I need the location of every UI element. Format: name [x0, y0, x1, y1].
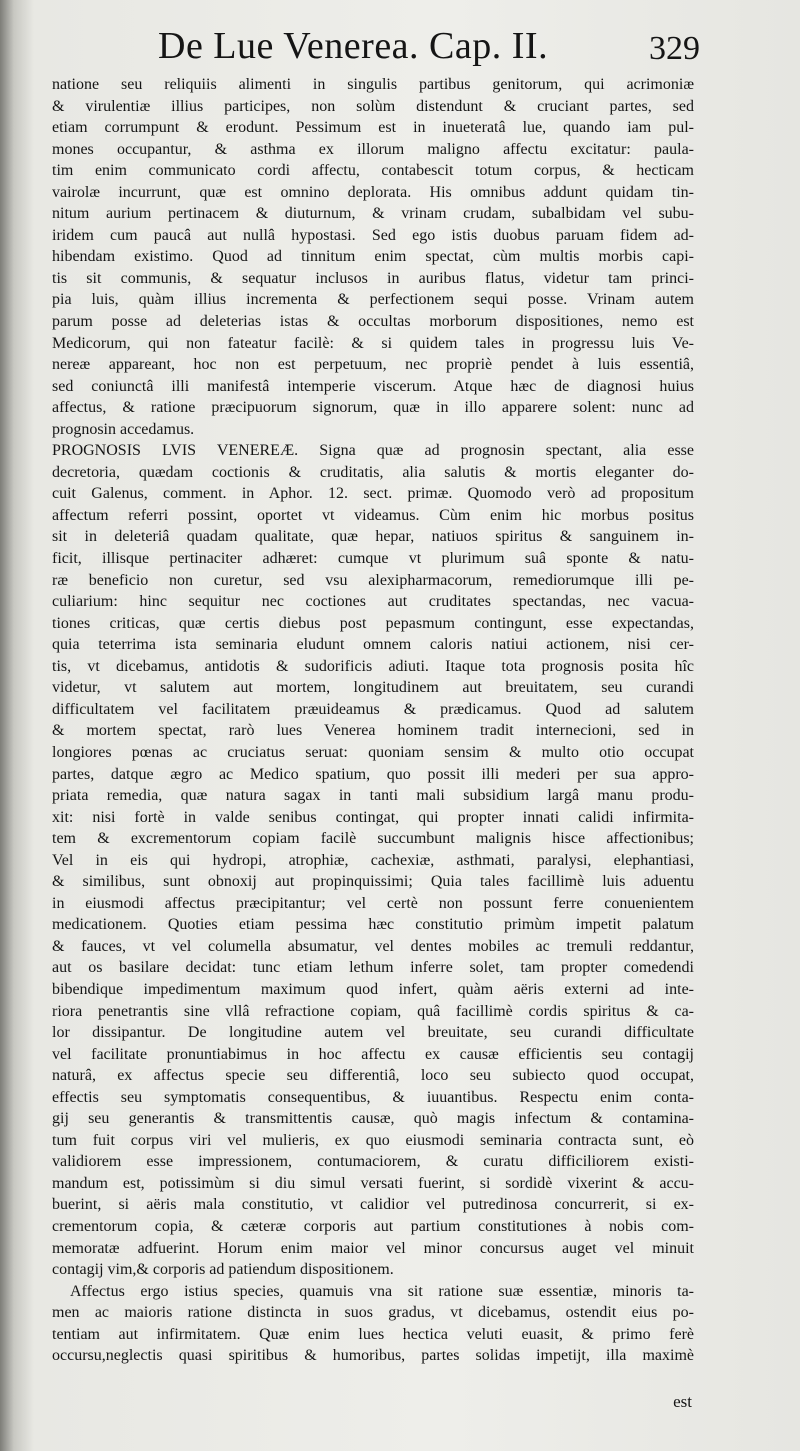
text-line: naturâ, ex affectus specie seu differentiâ, loco seu subiecto quod occupat,	[52, 1067, 694, 1085]
text-line: tem & excrementorum copiam facilè succumbunt malignis hisce affectionibus;	[52, 830, 694, 848]
page-number: 329	[649, 30, 700, 67]
running-head: De Lue Venerea. Cap. II.	[158, 25, 549, 67]
text-line: riora penetrantis sine vllâ refractione copiam, quâ facillimè cordis spiritus & ca-	[52, 1002, 694, 1020]
text-line: validiorem esse impressionem, contumaciorem, & curatu difficiliorem existi-	[52, 1153, 694, 1171]
text-line: difficultatem vel facilitatem præuideamus & prædicamus. Quod ad salutem	[52, 700, 694, 718]
text-line: medicationem. Quoties etiam pessima hæc constitutio primùm impetit palatum	[52, 916, 694, 934]
text-line: sed coniunctâ illi manifestâ intemperie viscerum. Atque hæc de diagnosi huius	[52, 377, 694, 395]
text-line: Vel in eis qui hydropi, atrophiæ, cachexiæ, asthmati, paralysi, elephantiasi,	[52, 851, 694, 869]
catchword: est	[673, 1392, 692, 1411]
text-line: ræ beneficio non curetur, sed vsu alexipharmacorum, remediorumque illi pe-	[52, 571, 694, 589]
text-line: sit in deleteriâ quadam qualitate, quæ hepar, natiuos spiritus & sanguinem in-	[52, 528, 694, 546]
text-line: pia luis, quàm illius incrementa & perfectionem sequi posse. Vrinam autem	[52, 291, 694, 309]
text-line: memoratæ adfuerint. Horum enim maior vel minor concursus auget vel minuit	[52, 1239, 694, 1257]
text-line: mandum est, potissimùm si diu simul versati fuerint, si sordidè vixerint & accu-	[52, 1174, 694, 1192]
body-text	[52, 74, 694, 1367]
text-line: aut os basilare decidat: tunc etiam lethum inferre solet, tam propter comedendi	[52, 959, 694, 977]
text-line: parum posse ad deleterias istas & occultas morborum dispositiones, nemo est	[52, 313, 694, 331]
text-line: partes, datque ægro ac Medico spatium, quo possit illi mederi per sua appro-	[52, 765, 694, 783]
text-line: videtur, vt salutem aut mortem, longitudinem aut breuitatem, seu curandi	[52, 679, 694, 697]
text-line: decretoria, quædam coctionis & cruditatis, alia salutis & mortis eleganter do-	[52, 463, 694, 481]
text-line: bibendique impedimentum maximum quod infert, quàm aëris externi ad inte-	[52, 980, 694, 998]
text-line: & mortem spectat, rarò lues Venerea hominem tradit internecioni, sed in	[52, 722, 694, 740]
text-line: etiam corrumpunt & erodunt. Pessimum est in inueteratâ lue, quando iam pul-	[52, 119, 694, 137]
text-line: iridem cum paucâ aut nullâ hypostasi. Sed ego istis duobus paruam fidem ad-	[52, 226, 694, 244]
text-line: tis sit communis, & sequatur inclusos in auribus flatus, videtur tam princi-	[52, 269, 694, 287]
text-line: vairolæ incurrunt, quæ est omnino deplorata. His omnibus addunt quidam tin-	[52, 183, 694, 201]
text-line: lor dissipantur. De longitudine autem vel breuitate, seu curandi difficultate	[52, 1024, 694, 1042]
text-line: tiones criticas, quæ certis diebus post pepasmum contingunt, esse expectandas,	[52, 614, 694, 632]
text-line: nitum aurium pertinacem & diuturnum, & vrinam crudam, subalbidam vel subu-	[52, 205, 694, 223]
text-line: & virulentiæ illius participes, non solùm distendunt & cruciant partes, sed	[52, 97, 694, 115]
text-line: ficit, illisque pertinaciter adhæret: cumque vt plurimum suâ sponte & natu-	[52, 550, 694, 568]
text-line: mones occupantur, & asthma ex illorum maligno affectu excitatur: paula-	[52, 140, 694, 158]
text-line: longiores pœnas ac cruciatus seruat: quoniam sensim & multo otio occupat	[52, 743, 694, 761]
text-line: tentiam aut infirmitatem. Quæ enim lues hectica veluti euasit, & primo ferè	[52, 1325, 694, 1343]
text-line: affectus, & ratione præcipuorum signorum, quæ in illo apparere solent: nunc ad	[52, 399, 694, 417]
text-line: vel facilitate pronuntiabimus in hoc affectu ex causæ efficientis seu contagij	[52, 1045, 694, 1063]
text-line: tim enim communicato cordi affectu, contabescit totum corpus, & hecticam	[52, 162, 694, 180]
text-line: Affectus ergo istius species, quamuis vna sit ratione suæ essentiæ, minoris ta-	[70, 1282, 694, 1300]
page-header	[0, 12, 800, 72]
text-line: natione seu reliquiis alimenti in singulis partibus genitorum, qui acrimoniæ	[52, 76, 694, 93]
text-line: prognosin accedamus.	[52, 420, 195, 438]
text-line: & fauces, vt vel columella absumatur, vel dentes mobiles ac tremuli reddantur,	[52, 937, 694, 955]
text-line: occursu,neglectis quasi spiritibus & humoribus, partes solidas impetijt, illa maximè	[52, 1347, 694, 1365]
text-line: tum fuit corpus viri vel mulieris, ex quo eiusmodi seminaria contracta sunt, eò	[52, 1131, 694, 1149]
text-line: affectum referri possint, oportet vt videamus. Cùm enim hic morbus positus	[52, 506, 694, 524]
text-line: xit: nisi fortè in valde senibus contingat, qui propter innati calidi infirmita-	[52, 808, 694, 826]
text-line: quia teterrima ista seminaria eludunt omnem caloris natiui actionem, nisi cer-	[52, 636, 694, 654]
text-line: PROGNOSIS LVIS VENEREÆ. Signa quæ ad prognosin spectant, alia esse	[52, 442, 694, 460]
text-line: buerint, si aëris mala constitutio, vt calidior vel putredinosa concurrerit, si ex-	[52, 1196, 694, 1214]
text-line: culiarium: hinc sequitur nec coctiones aut cruditates spectandas, nec vacua-	[52, 593, 694, 611]
text-line: nereæ appareant, hoc non est perpetuum, nec propriè pendet à luis essentiâ,	[52, 356, 694, 374]
text-line: gij seu generantis & transmittentis causæ, quò magis infectum & contamina-	[52, 1110, 694, 1128]
text-line: men ac maioris ratione distincta in suos gradus, vt dicebamus, ostendit eius po-	[52, 1304, 694, 1322]
text-line: & similibus, sunt obnoxij aut propinquissimi; Quia tales facillimè luis aduentu	[52, 873, 694, 891]
text-line: contagij vim,& corporis ad patiendum dispositionem.	[52, 1261, 394, 1279]
text-line: hibendam existimo. Quod ad tinnitum enim spectat, cùm multis morbis capi-	[52, 248, 694, 266]
text-line: priata remedia, quæ natura sagax in tanti mali subsidium largâ manu produ-	[52, 787, 694, 805]
text-line: effectis seu symptomatis consequentibus, & iuuantibus. Respectu enim conta-	[52, 1088, 694, 1106]
text-line: crementorum copia, & cæteræ corporis aut partium constitutiones à nobis com-	[52, 1217, 694, 1235]
text-line: Medicorum, qui non fateatur facilè: & si quidem tales in progressu luis Ve-	[52, 334, 694, 352]
text-line: tis, vt dicebamus, antidotis & sudorificis adiuti. Itaque tota prognosis posita hîc	[52, 657, 694, 675]
text-line: in eiusmodi affectus præcipitantur; vel certè non possunt ferre conuenientem	[52, 894, 694, 912]
text-line: cuit Galenus, comment. in Aphor. 12. sect. primæ. Quomodo verò ad propositum	[52, 485, 694, 503]
